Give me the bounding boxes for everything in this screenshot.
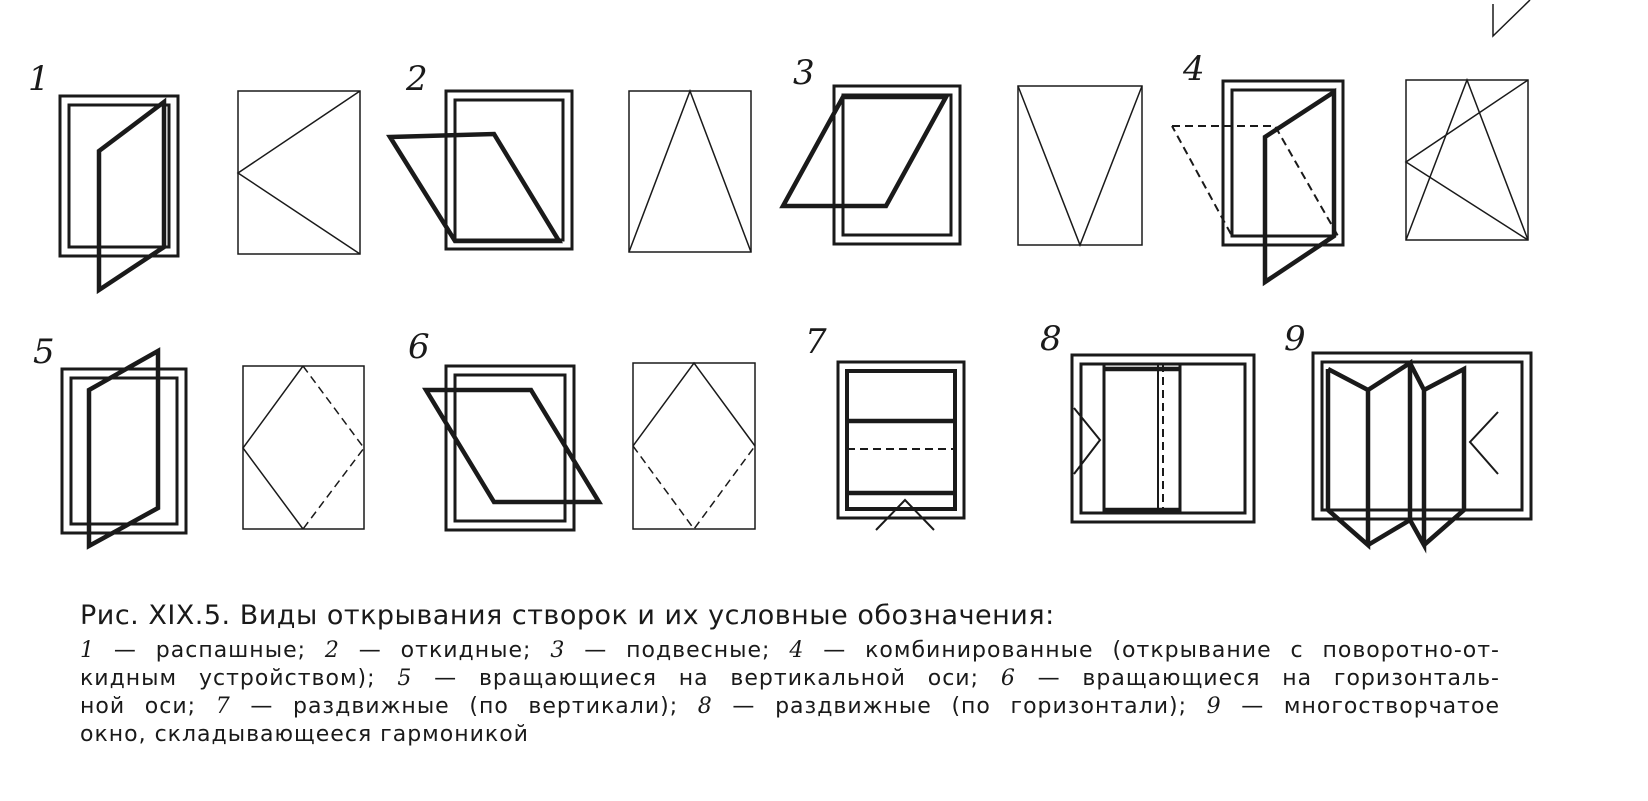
caption-item-number: 8 (697, 694, 713, 719)
fig1-symbol (238, 91, 360, 254)
fig2-symbol (629, 91, 751, 252)
caption-text: — подвесные; (565, 638, 790, 663)
caption-text: — многостворчатое (1221, 694, 1500, 719)
fig7-window-vertical-sliding (838, 362, 964, 530)
caption-line (80, 665, 1500, 693)
caption-line (80, 721, 1500, 749)
figure-label-4: 4 (1183, 49, 1205, 89)
figure-label-3: 3 (793, 53, 815, 93)
figure-label-8: 8 (1040, 319, 1062, 359)
fig1-window-casement (60, 96, 178, 290)
corner-mark (1493, 0, 1530, 36)
caption-item-number: 5 (397, 666, 413, 691)
caption-text: кидным устройством); (80, 666, 398, 691)
figure-label-6: 6 (408, 327, 430, 367)
figure-label-1: 1 (28, 59, 50, 99)
caption-text: — вращающиеся на горизонталь- (1015, 666, 1501, 691)
caption-legend (80, 637, 1560, 749)
figure-label-9: 9 (1284, 319, 1306, 359)
caption-item-number: 7 (215, 694, 231, 719)
fig4-window-tilt-and-turn (1172, 81, 1343, 282)
caption-title: Рис. XIX.5. Виды открывания створок и их условные обозначения: (80, 600, 1055, 631)
caption-item-number: 9 (1206, 694, 1222, 719)
caption-line (80, 693, 1500, 721)
fig4-symbol (1406, 80, 1528, 240)
caption-text: — раздвижные (по вертикали); (230, 694, 698, 719)
figure-label-7: 7 (805, 322, 827, 362)
caption-text: — вращающиеся на вертикальной оси; (412, 666, 1001, 691)
caption-text: окно, складывающееся гармоникой (80, 722, 529, 747)
caption-text: — раздвижные (по горизонтали); (712, 694, 1207, 719)
fig6-symbol (633, 363, 755, 529)
caption-item-number: 3 (550, 638, 566, 663)
fig5-symbol (243, 366, 364, 529)
caption-text: — распашные; (95, 638, 325, 663)
caption-item-number: 1 (80, 638, 95, 663)
caption-item-number: 4 (789, 638, 805, 663)
caption-text: ной оси; (80, 694, 216, 719)
fig9-window-folding-accordion (1313, 353, 1531, 545)
caption-line (80, 637, 1500, 665)
caption-text: — комбинированные (открывание с поворотно-от- (804, 638, 1500, 663)
figure-caption (80, 600, 1560, 749)
figure-label-5: 5 (33, 332, 55, 372)
fig8-window-horizontal-sliding (1072, 355, 1254, 522)
caption-text: — откидные; (339, 638, 551, 663)
figure-label-2: 2 (406, 59, 428, 99)
fig5-window-vertical-pivot (62, 351, 186, 546)
fig3-window-top-hung (783, 86, 960, 244)
fig6-window-horizontal-pivot (426, 366, 599, 530)
caption-item-number: 6 (1000, 666, 1016, 691)
fig2-window-bottom-hung (390, 91, 572, 249)
caption-item-number: 2 (324, 638, 340, 663)
fig3-symbol (1018, 86, 1142, 245)
